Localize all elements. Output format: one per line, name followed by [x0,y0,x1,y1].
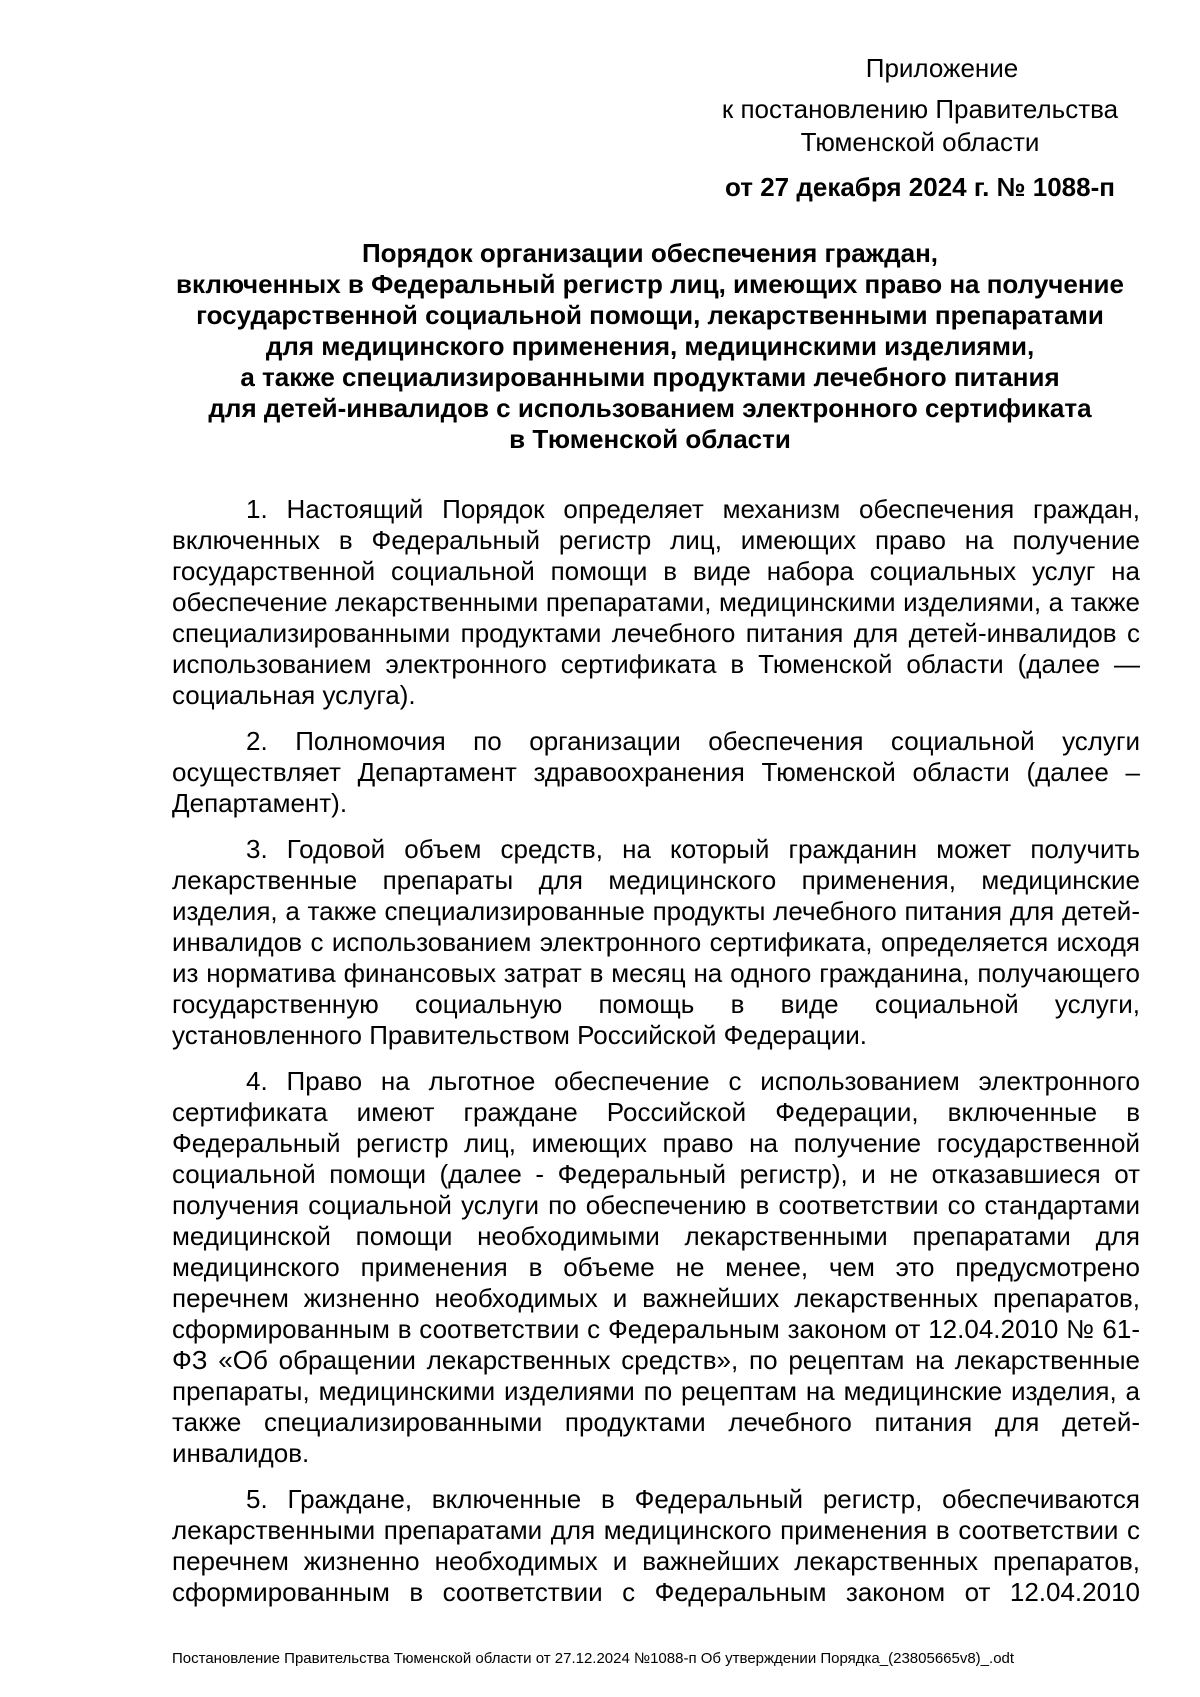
title-line: для медицинского применения, медицинскими изделиями, [265,331,1035,361]
paragraph-3: 3. Годовой объем средств, на который гражданин может получить лекарственные препараты для медицинского применения, медицинские изделия, а также специализированные продукты лечебного питания для детей-инвалидов с использованием электронного сертификата, определяется исходя из норматива финансовых затрат в месяц на одного гражданина, получающего государственную социальную помощь в виде социальной услуги, установленного Правительством Российской Федерации. [172,834,1140,1050]
resolution-reference-line1: к постановлению Правительства [721,94,1119,124]
appendix-label: Приложение [865,53,1019,83]
paragraph-4: 4. Право на льготное обеспечение с использованием электронного сертификата имеют граждане Российской Федерации, включенные в Федеральный регистр лиц, имеющих право на получение государственной социальной помощи (далее - Федеральный регистр), и не отказавшиеся от получения социальной услуги по обеспечению в соответствии со стандартами медицинской помощи необходимыми лекарственными препаратами для медицинского применения в объеме не менее, чем это предусмотрено перечнем жизненно необходимых и важнейших лекарственных препаратов, сформированным в соответствии с Федеральным законом от 12.04.2010 № 61-ФЗ «Об обращении лекарственных средств», по рецептам на лекарственные препараты, медицинскими изделиями по рецептам на медицинские изделия, а также специализированными продуктами лечебного питания для детей-инвалидов. [172,1066,1140,1468]
paragraph-5: 5. Граждане, включенные в Федеральный регистр, обеспечиваются лекарственными препаратами для медицинского применения в соответствии с перечнем жизненно необходимых и важнейших лекарственных препаратов, сформированным в соответствии с Федеральным законом от 12.04.2010 [172,1484,1140,1607]
title-line: для детей-инвалидов с использованием электронного сертификата [208,393,1092,423]
page-footer: Постановление Правительства Тюменской области от 27.12.2024 №1088-п Об утверждении Порядка_(23805665v8)_.odt [172,1650,1015,1667]
title-line: Порядок организации обеспечения граждан, [361,238,939,268]
title-line: государственной социальной помощи, лекарственными препаратами [196,300,1104,330]
document-header [700,52,1140,204]
title-line: а также специализированными продуктами лечебного питания [240,362,1060,392]
title-line: в Тюменской области [509,424,791,454]
title-line: включенных в Федеральный регистр лиц, имеющих право на получение [176,269,1124,299]
paragraph-1: 1. Настоящий Порядок определяет механизм обеспечения граждан, включенных в Федеральный регистр лиц, имеющих право на получение государственной социальной помощи в виде набора социальных услуг на обеспечение лекарственными препаратами, медицинскими изделиями, а также специализированными продуктами лечебного питания для детей-инвалидов с использованием электронного сертификата в Тюменской области (далее — социальная услуга). [172,494,1140,710]
document-body [172,494,1140,1608]
resolution-date-number: от 27 декабря 2024 г. № 1088-п [725,172,1115,202]
document-title [150,238,1150,455]
resolution-reference-line2: Тюменской области [800,127,1040,157]
paragraph-2: 2. Полномочия по организации обеспечения социальной услуги осуществляет Департамент здравоохранения Тюменской области (далее – Департамент). [172,726,1140,818]
